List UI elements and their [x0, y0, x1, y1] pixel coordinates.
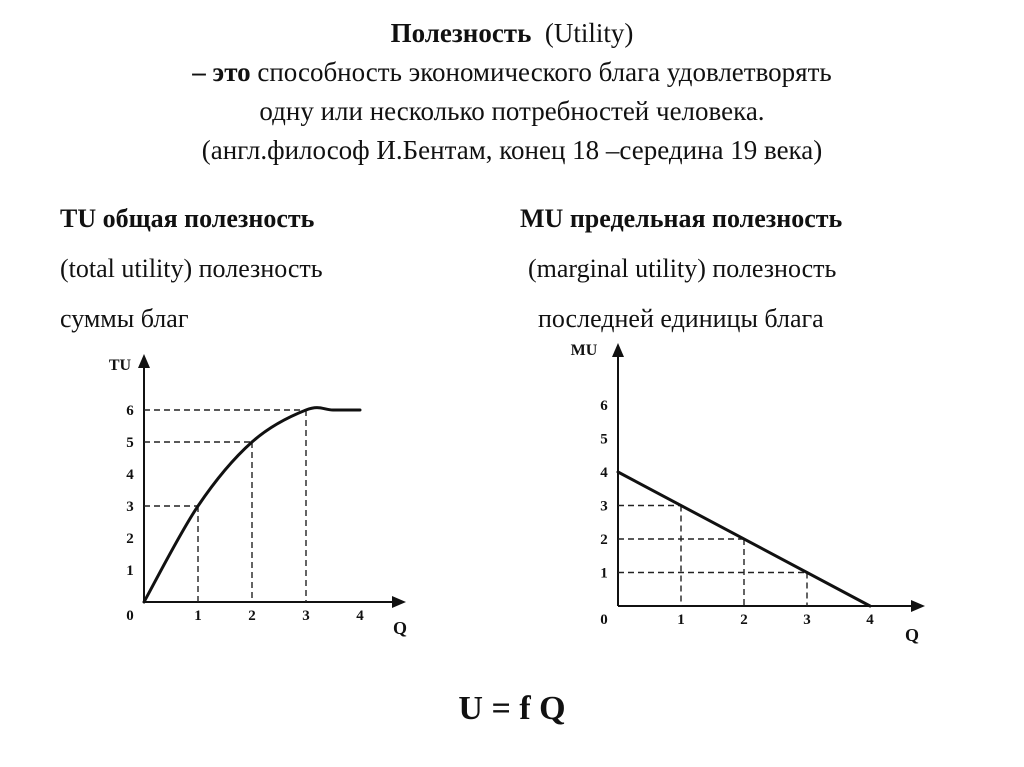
header-line-3: одну или несколько потребностей человека.: [259, 96, 765, 126]
header: [0, 14, 1024, 170]
origin-label: 0: [600, 612, 608, 628]
tu-line-3: суммы благ: [60, 304, 189, 333]
y-axis-label: MU: [570, 342, 598, 359]
y-tick-label: 4: [126, 467, 134, 483]
y-tick-label: 3: [126, 499, 134, 515]
x-tick-label: 4: [866, 612, 874, 628]
x-tick-label: 3: [302, 608, 310, 624]
tu-description: [60, 194, 323, 344]
header-line-4: (англ.философ И.Бентам, конец 18 –середина 19 века): [201, 135, 823, 165]
y-tick-label: 1: [600, 565, 608, 582]
x-axis-arrow: [911, 600, 925, 612]
x-tick-label: 2: [740, 612, 748, 628]
mu-abbr: MU: [520, 204, 564, 233]
x-tick-label: 3: [803, 612, 811, 628]
y-tick-label: 2: [600, 532, 608, 548]
y-tick-label: 5: [600, 431, 608, 448]
x-axis-arrow: [392, 596, 406, 608]
definition-text: способность экономического блага удовлетворять: [257, 57, 832, 87]
series-line: [618, 472, 870, 606]
origin-label: 0: [126, 608, 134, 624]
y-tick-label: 3: [600, 498, 608, 515]
formula: U = f Q: [458, 690, 566, 727]
y-tick-label: 6: [126, 403, 134, 419]
tu-heading: [60, 194, 323, 244]
y-tick-label: 1: [126, 563, 134, 579]
y-axis-arrow: [612, 343, 624, 357]
mu-line-3: последней единицы блага: [538, 304, 824, 333]
y-tick-label: 5: [126, 435, 134, 451]
x-axis-label: Q: [392, 618, 408, 638]
mu-description: [520, 194, 842, 344]
mu-line-2: (marginal utility) полезность: [528, 254, 837, 283]
y-tick-label: 6: [600, 398, 608, 414]
y-tick-label: 4: [600, 465, 608, 481]
term: Полезность: [390, 18, 532, 48]
mu-chart: [560, 335, 940, 655]
header-line-2: [0, 53, 1024, 92]
tu-abbr: TU: [60, 204, 97, 233]
tu-chart: [100, 350, 430, 650]
mu-name: предельная полезность: [569, 204, 843, 233]
x-tick-label: 1: [194, 608, 202, 624]
y-tick-label: 2: [126, 531, 134, 547]
y-axis-arrow: [138, 354, 150, 368]
x-axis-label: Q: [904, 625, 920, 645]
y-axis-label: TU: [108, 357, 132, 374]
x-tick-label: 1: [677, 612, 685, 628]
x-tick-label: 4: [356, 608, 364, 624]
tu-line-2: (total utility) полезность: [60, 254, 323, 283]
definition-lead: – это: [192, 57, 251, 87]
mu-heading: [520, 194, 842, 244]
header-line-1: [0, 14, 1024, 53]
x-tick-label: 2: [248, 608, 256, 624]
tu-name: общая полезность: [102, 204, 315, 233]
term-en: (Utility): [544, 18, 634, 48]
